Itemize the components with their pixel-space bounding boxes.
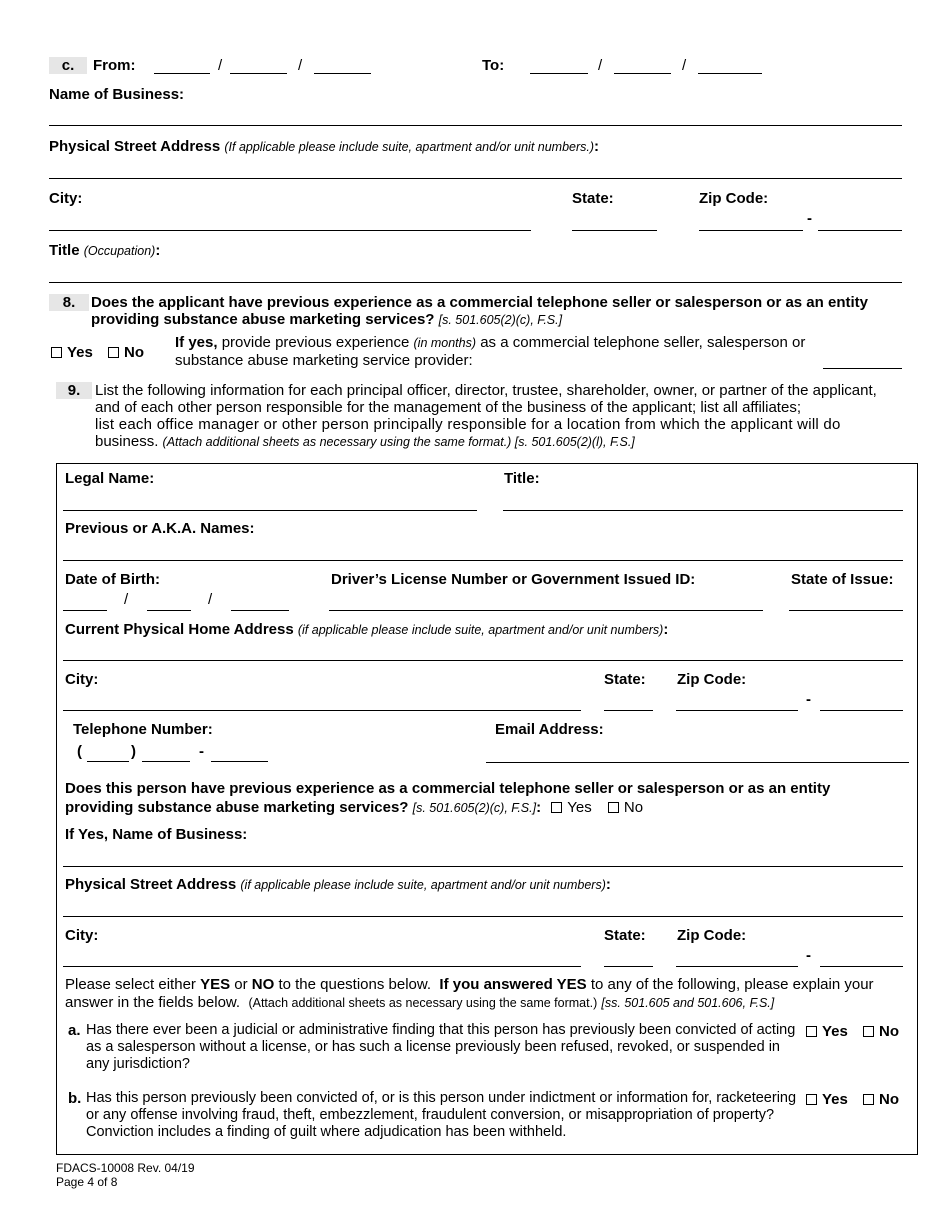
question-a-line2: as a salesperson without a license, or has such a license previously been refused, revoked, or suspended in	[86, 1039, 780, 1055]
question-9-note: (Attach additional sheets as necessary using the same format.) [s. 501.605(2)(l), F.S.]	[162, 435, 635, 449]
question-a-yes-checkbox[interactable]	[806, 1026, 817, 1037]
dl-label: Driver’s License Number or Government Issued ID:	[331, 571, 696, 588]
instructions-citation: [ss. 501.605 and 501.606, F.S.]	[601, 996, 775, 1010]
instructions-no: NO	[251, 976, 275, 993]
title-label-row	[49, 242, 160, 259]
zip-dash: -	[806, 691, 811, 708]
person-zip-label: Zip Code:	[677, 671, 747, 688]
person-experience-line1: Does this person have previous experience as a commercial telephone seller or salesperson or as an entity	[65, 780, 831, 797]
to-month-field[interactable]	[530, 73, 588, 74]
footer	[56, 1161, 195, 1189]
phone-dash: -	[199, 743, 204, 760]
question-9-number: 9.	[56, 382, 92, 399]
colon: :	[663, 621, 669, 638]
colon: :	[605, 876, 611, 893]
home-address-label-row	[65, 621, 668, 638]
from-label: From:	[93, 57, 136, 74]
question-8-citation: [s. 501.605(2)(c), F.S.]	[438, 313, 563, 327]
date-separator: /	[124, 591, 129, 608]
phone-line-field[interactable]	[211, 761, 268, 762]
q8-if-yes-text2: as a commercial telephone seller, salesperson or	[480, 334, 806, 351]
question-b-yes-option[interactable]	[806, 1091, 848, 1108]
date-separator: /	[218, 57, 223, 74]
state-issue-label: State of Issue:	[791, 571, 894, 588]
zip-dash: -	[807, 210, 812, 227]
person-title-label: Title:	[504, 470, 540, 487]
phone-open-paren: (	[77, 743, 82, 760]
person-experience-line2: providing substance abuse marketing services?	[65, 799, 409, 816]
date-separator: /	[598, 57, 603, 74]
question-b-yes-label: Yes	[822, 1091, 848, 1108]
business-zip-label: Zip Code:	[677, 927, 747, 944]
question-8-number: 8.	[49, 294, 89, 311]
question-b-yes-checkbox[interactable]	[806, 1094, 817, 1105]
person-zip-field[interactable]	[676, 710, 798, 711]
question-8-line2-row	[91, 311, 868, 329]
business-street-note: (if applicable please include suite, apartment and/or unit numbers)	[240, 878, 606, 892]
business-zip-ext-field[interactable]	[820, 966, 903, 967]
question-a-line3: any jurisdiction?	[86, 1056, 190, 1072]
from-year-field[interactable]	[314, 73, 371, 74]
q8-if-yes-text1: provide previous experience	[221, 334, 410, 351]
email-field[interactable]	[486, 762, 909, 763]
question-a-no-option[interactable]	[863, 1023, 899, 1040]
colon: :	[594, 138, 600, 155]
business-state-label: State:	[604, 927, 646, 944]
email-label: Email Address:	[495, 721, 604, 738]
city-field[interactable]	[49, 230, 531, 231]
question-8-text	[91, 294, 868, 329]
business-city-field[interactable]	[63, 966, 581, 967]
date-separator: /	[298, 57, 303, 74]
person-exp-yes-label: Yes	[567, 799, 592, 816]
person-experience-line2-row: providing substance abuse marketing services? [s. 501.605(2)(c), F.S.]: Yes No	[65, 799, 644, 816]
question-9-text	[95, 382, 905, 451]
question-9-line2: and of each other person responsible for the management of the business of the applicant; list all affiliates;	[95, 399, 801, 416]
q8-if-yes-line2: substance abuse marketing service provider:	[175, 352, 473, 369]
question-9-line1: List the following information for each principal officer, director, trustee, shareholder, owner, or partner of the applicant,	[95, 382, 877, 399]
title-field[interactable]	[49, 282, 902, 283]
q8-no-label: No	[124, 344, 144, 361]
street-address-label-row	[49, 138, 599, 155]
question-9-line4-start: business.	[95, 433, 159, 450]
q8-no-checkbox[interactable]	[108, 347, 119, 358]
q8-months-field[interactable]	[823, 368, 902, 369]
from-month-field[interactable]	[154, 73, 210, 74]
instructions-yes: YES	[200, 976, 231, 993]
home-address-label: Current Physical Home Address	[65, 621, 294, 638]
question-a-no-checkbox[interactable]	[863, 1026, 874, 1037]
business-name-label: Name of Business:	[49, 86, 185, 103]
instructions-or: or	[234, 976, 248, 993]
q8-yes-label: Yes	[67, 344, 93, 361]
city-label: City:	[49, 190, 83, 207]
q8-if-yes-text	[175, 334, 805, 369]
person-exp-no-checkbox[interactable]	[608, 802, 619, 813]
person-zip-ext-field[interactable]	[820, 710, 903, 711]
question-a-yes-label: Yes	[822, 1023, 848, 1040]
business-street-field[interactable]	[63, 916, 903, 917]
question-a-yes-option[interactable]	[806, 1023, 848, 1040]
dl-number-field[interactable]	[329, 610, 763, 611]
street-address-note: (If applicable please include suite, apartment and/or unit numbers.)	[224, 140, 595, 154]
phone-close-paren: )	[131, 743, 136, 760]
instructions-text: answer in the fields below.	[65, 994, 241, 1011]
q8-if-yes-bold: If yes,	[175, 334, 218, 351]
phone-area-code-field[interactable]	[87, 761, 129, 762]
business-street-label: Physical Street Address	[65, 876, 237, 893]
question-b-letter: b.	[68, 1090, 82, 1107]
question-9-line3: list each office manager or other person principally responsible for a location from which the applicant will do	[95, 416, 841, 433]
question-b-line3: Conviction includes a finding of guilt where adjudication has been withheld.	[86, 1124, 567, 1140]
instructions-text: Please select either	[65, 976, 196, 993]
aka-label: Previous or A.K.A. Names:	[65, 520, 255, 537]
zip-field[interactable]	[699, 230, 803, 231]
legal-name-field[interactable]	[63, 510, 477, 511]
question-8-line2: providing substance abuse marketing services?	[91, 311, 435, 328]
state-field[interactable]	[572, 230, 657, 231]
phone-label: Telephone Number:	[73, 721, 213, 738]
question-a-text	[86, 1022, 795, 1073]
date-separator: /	[682, 57, 687, 74]
question-a-line1: Has there ever been a judicial or administrative finding that this person has previously been convicted of acting	[86, 1022, 796, 1038]
person-exp-no-label: No	[623, 799, 644, 816]
q8-yes-option[interactable]	[51, 344, 93, 361]
q8-if-yes-months: (in months)	[413, 336, 477, 350]
title-label: Title	[49, 242, 80, 259]
dob-year-field[interactable]	[231, 610, 289, 611]
dob-day-field[interactable]	[147, 610, 191, 611]
person-exp-yes-option[interactable]	[551, 799, 591, 816]
colon: :	[155, 242, 161, 259]
person-exp-no-option[interactable]	[608, 799, 643, 816]
state-label: State:	[572, 190, 614, 207]
state-issue-field[interactable]	[789, 610, 903, 611]
business-street-label-row	[65, 876, 611, 893]
dob-label: Date of Birth:	[65, 571, 160, 588]
q8-no-option[interactable]	[108, 344, 144, 361]
street-address-label: Physical Street Address	[49, 138, 221, 155]
yes-no-instructions	[65, 976, 874, 1012]
business-zip-field[interactable]	[676, 966, 798, 967]
person-title-field[interactable]	[503, 510, 903, 511]
if-yes-business-label: If Yes, Name of Business:	[65, 826, 248, 843]
person-state-label: State:	[604, 671, 646, 688]
date-separator: /	[208, 591, 213, 608]
q8-if-yes-line1	[175, 334, 805, 352]
question-b-line2: or any offense involving fraud, theft, embezzlement, fraudulent conversion, or misappropriation of property?	[86, 1107, 775, 1123]
zip-dash: -	[806, 947, 811, 964]
question-b-no-option[interactable]	[863, 1091, 899, 1108]
instructions-note: (Attach additional sheets as necessary using the same format.)	[248, 996, 598, 1010]
home-address-note: (if applicable please include suite, apartment and/or unit numbers)	[297, 623, 664, 637]
person-city-field[interactable]	[63, 710, 581, 711]
business-city-label: City:	[65, 927, 99, 944]
to-day-field[interactable]	[614, 73, 671, 74]
zip-label: Zip Code:	[699, 190, 769, 207]
question-b-line1: Has this person previously been convicted of, or is this person under indictment or information for, racketeering	[86, 1090, 797, 1106]
aka-field[interactable]	[63, 560, 903, 561]
question-b-no-label: No	[879, 1091, 899, 1108]
instructions-text: to the questions below.	[278, 976, 432, 993]
dob-month-field[interactable]	[63, 610, 107, 611]
q8-yes-checkbox[interactable]	[51, 347, 62, 358]
question-9-line4	[95, 433, 905, 451]
form-id: FDACS-10008 Rev. 04/19	[56, 1161, 195, 1175]
question-a-no-label: No	[879, 1023, 899, 1040]
question-b-text	[86, 1090, 796, 1141]
instructions-line2	[65, 994, 874, 1012]
section-c-label: c.	[49, 57, 87, 74]
person-experience-question	[65, 779, 830, 818]
title-note: (Occupation)	[83, 244, 156, 258]
person-state-field[interactable]	[604, 710, 653, 711]
street-address-field[interactable]	[49, 178, 902, 179]
page-number: Page 4 of 8	[56, 1175, 118, 1189]
home-address-field[interactable]	[63, 660, 903, 661]
phone-prefix-field[interactable]	[142, 761, 190, 762]
if-yes-business-field[interactable]	[63, 866, 903, 867]
from-day-field[interactable]	[230, 73, 287, 74]
to-year-field[interactable]	[698, 73, 762, 74]
business-name-field[interactable]	[49, 125, 902, 126]
person-experience-citation: [s. 501.605(2)(c), F.S.]	[412, 801, 537, 815]
person-city-label: City:	[65, 671, 99, 688]
instructions-text: to any of the following, please explain your	[590, 976, 874, 993]
to-label: To:	[482, 57, 505, 74]
legal-name-label: Legal Name:	[65, 470, 155, 487]
question-8-line1: Does the applicant have previous experience as a commercial telephone seller or salesperson or as an entity	[91, 294, 868, 311]
person-exp-yes-checkbox[interactable]	[551, 802, 562, 813]
instructions-line1	[65, 976, 874, 994]
instructions-if-yes: If you answered YES	[439, 976, 587, 993]
zip-ext-field[interactable]	[818, 230, 902, 231]
question-b-no-checkbox[interactable]	[863, 1094, 874, 1105]
business-state-field[interactable]	[604, 966, 653, 967]
question-a-letter: a.	[68, 1022, 81, 1039]
